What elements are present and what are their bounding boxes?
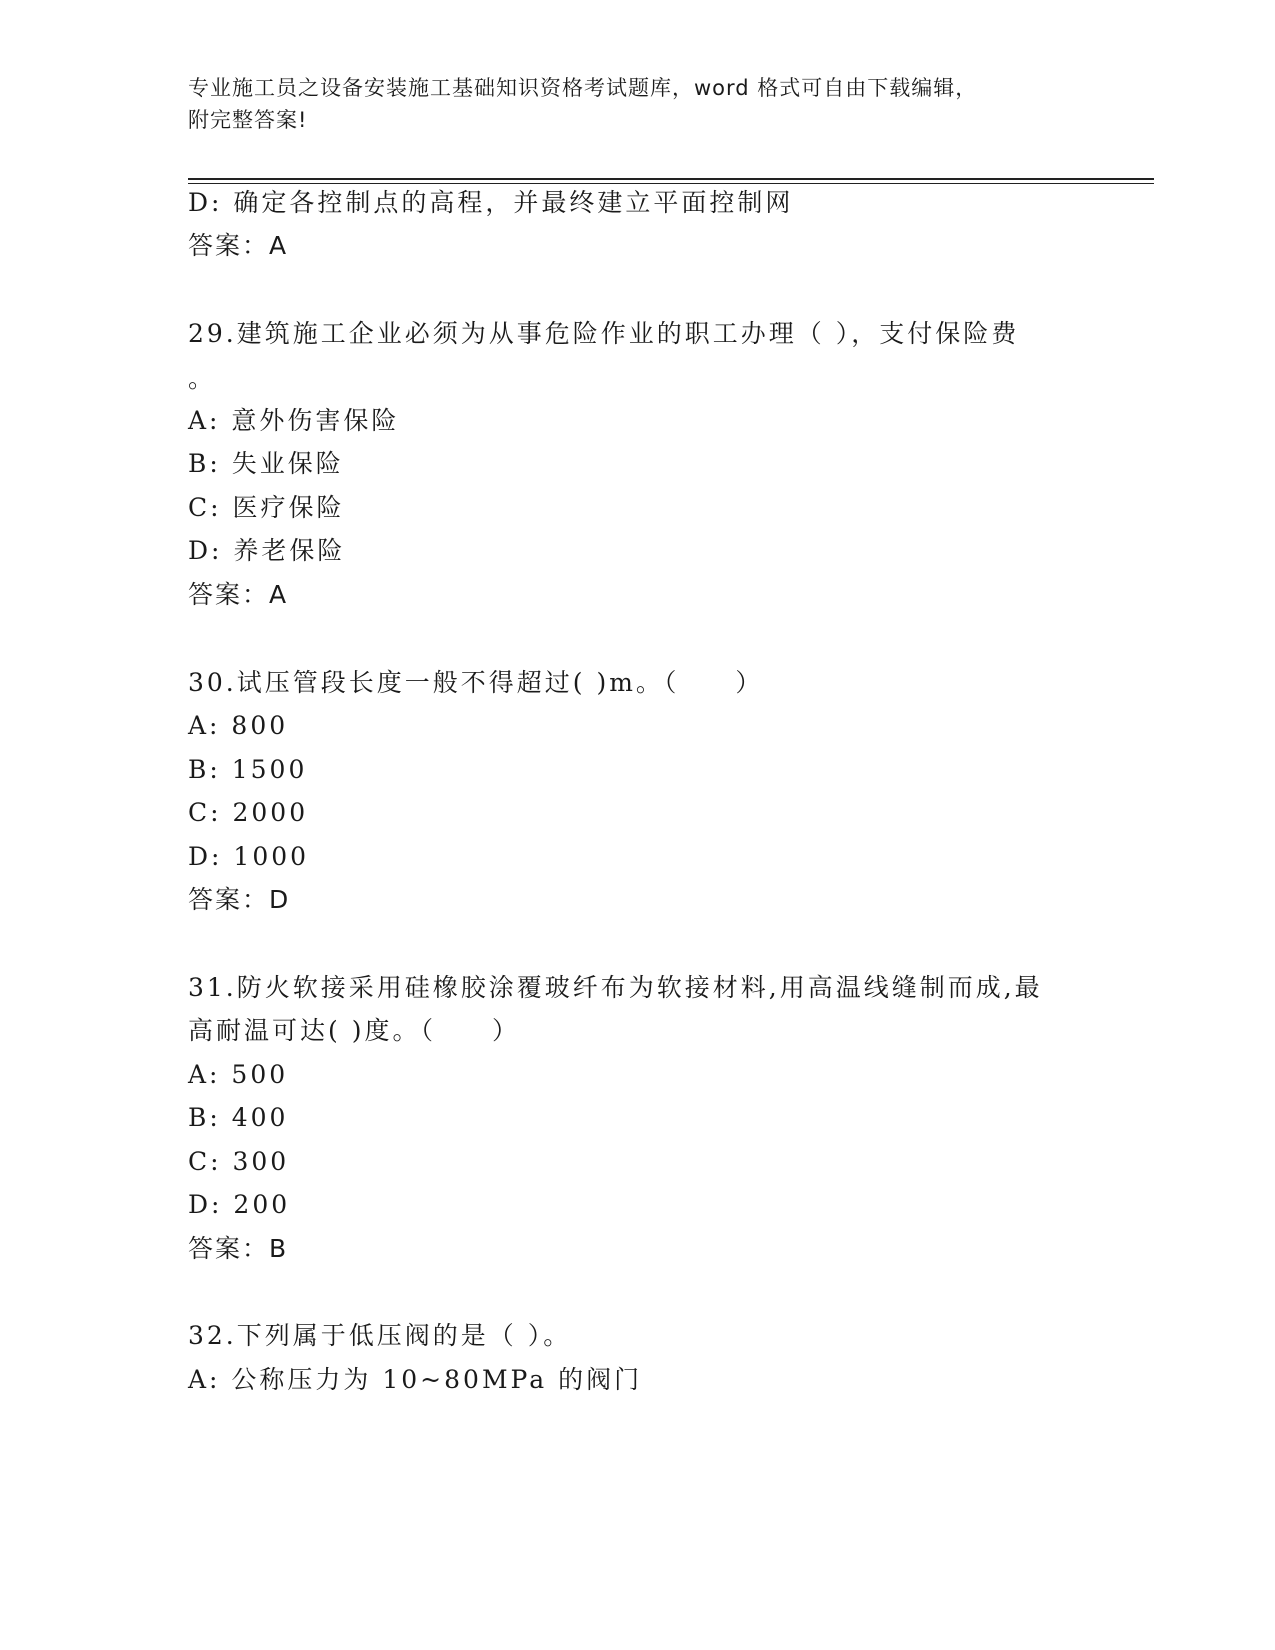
option-d: D: 200	[188, 1190, 291, 1219]
option-b: B: 失业保险	[188, 449, 344, 478]
option-c: C: 300	[188, 1147, 290, 1176]
option-b: B: 400	[188, 1103, 289, 1132]
answer: 答案：B	[188, 1234, 289, 1263]
header-line-1: 专业施工员之设备安装施工基础知识资格考试题库，word 格式可自由下载编辑，	[188, 76, 978, 100]
answer: 答案：A	[188, 231, 289, 260]
option-a: A: 800	[188, 711, 289, 740]
question-stem: 32.下列属于低压阀的是（ ）。	[188, 1321, 572, 1350]
question-stem-continued: 高耐温可达( )度。（ ）	[188, 1016, 520, 1045]
option-c: C: 医疗保险	[188, 493, 345, 522]
answer: 答案：D	[188, 885, 291, 914]
option-a: A: 500	[188, 1060, 289, 1089]
question-stem-continued: 。	[188, 364, 217, 393]
header-rule-thin	[188, 183, 1154, 184]
answer: 答案：A	[188, 580, 289, 609]
page-header	[188, 72, 1088, 136]
header-rule-thick	[188, 178, 1154, 180]
option-d: D: 确定各控制点的高程，并最终建立平面控制网	[188, 188, 794, 217]
option-d: D: 养老保险	[188, 536, 346, 565]
question-stem: 30.试压管段长度一般不得超过( )m。（ ）	[188, 668, 764, 697]
option-c: C: 2000	[188, 798, 309, 827]
option-d: D: 1000	[188, 842, 310, 871]
option-b: B: 1500	[188, 755, 308, 784]
question-stem: 29.建筑施工企业必须为从事危险作业的职工办理（ ），支付保险费	[188, 319, 1020, 348]
header-line-2: 附完整答案!	[188, 108, 308, 132]
option-a: A: 公称压力为 10~80MPa 的阀门	[188, 1365, 643, 1394]
option-a: A: 意外伤害保险	[188, 406, 400, 435]
question-stem: 31.防火软接采用硅橡胶涂覆玻纤布为软接材料,用高温线缝制而成,最	[188, 973, 1043, 1002]
